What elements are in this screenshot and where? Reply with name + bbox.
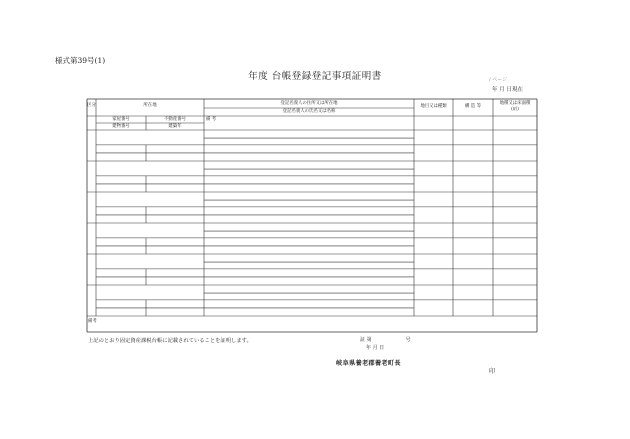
document-title: 年度 台帳登録登記事項証明書 <box>248 71 382 82</box>
cert-number-label: 証 第 <box>360 337 372 343</box>
page-marker: / ページ <box>489 77 508 83</box>
header-kind: 地目又は種類 <box>420 104 447 109</box>
issuer-mayor: 岐阜県養老郡養老町長 <box>336 360 401 367</box>
header-structure: 構 造 等 <box>465 104 481 109</box>
header-built-year: 建築年 <box>168 124 182 129</box>
issue-date: 年 月 日現在 <box>492 87 523 93</box>
header-owner-address: 登記名義人の住所又は所在地 <box>280 101 338 106</box>
header-notes: 備 考 <box>206 117 217 122</box>
certification-text: 上記のとおり固定資産課税台帳に記載されていることを証明します。 <box>88 338 252 344</box>
form-number: 様式第39号(1) <box>55 56 106 65</box>
cert-number-suffix: 号 <box>405 337 411 343</box>
header-area-unit: (㎡) <box>511 107 519 112</box>
certificate-number <box>360 338 411 343</box>
seal-mark: 印 <box>489 368 496 375</box>
header-location: 所在地 <box>143 103 157 108</box>
header-kubun: 区分 <box>87 103 96 108</box>
header-real-estate-number: 不動産番号 <box>164 117 186 122</box>
footer-notes-label: 備考 <box>88 319 97 324</box>
header-house-number: 家屋番号 <box>112 117 130 122</box>
header-area: 地積又は床面積 <box>499 101 531 106</box>
certificate-date: 年 月 日 <box>366 345 385 351</box>
header-owner-name: 登記名義人の氏名又は名称 <box>282 109 336 114</box>
header-building-number: 建物番号 <box>112 124 130 129</box>
